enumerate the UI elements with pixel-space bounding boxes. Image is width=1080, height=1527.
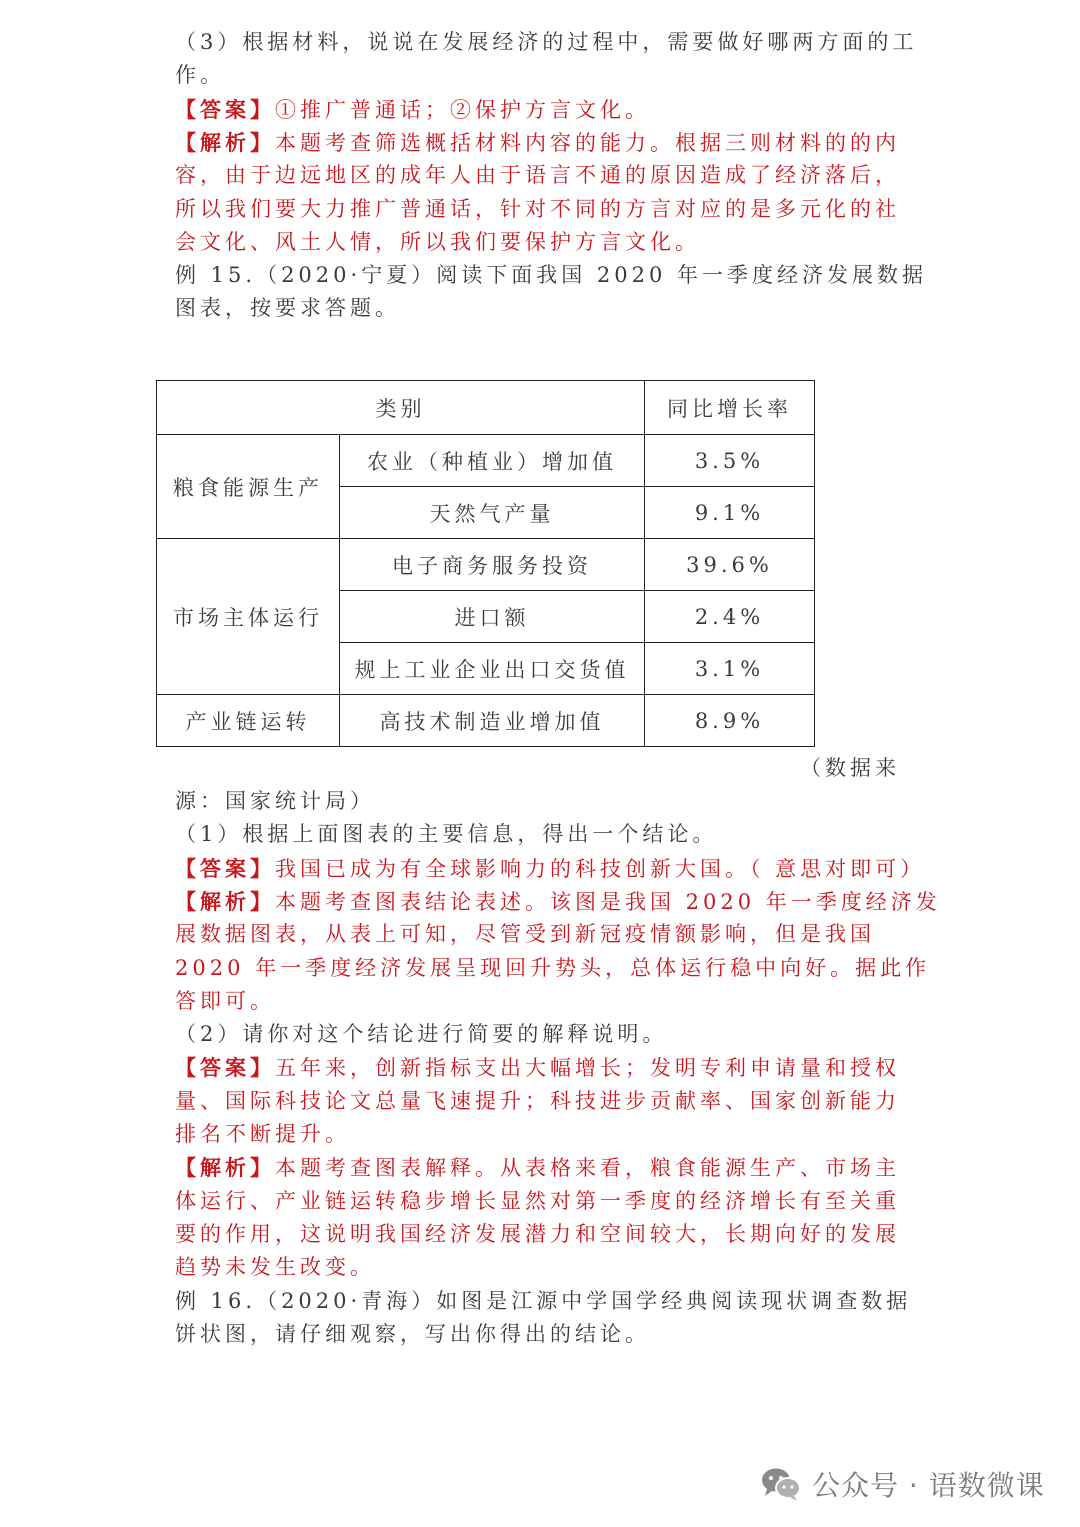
line-text: 源：国家统计局） — [175, 789, 375, 813]
label-tag: 【解析】 — [175, 129, 275, 155]
line-text: 例 16.（2020·青海）如图是江源中学国学经典阅读现状调查数据 — [175, 1288, 912, 1313]
text-line — [175, 785, 375, 818]
data-table — [156, 380, 815, 747]
text-line — [175, 59, 225, 92]
text-line — [175, 126, 900, 160]
line-text: 排名不断提升。 — [175, 1122, 350, 1146]
line-text: 作。 — [175, 63, 225, 88]
line-text: 本题考查筛选概括材料内容的能力。根据三则材料的的内 — [275, 130, 900, 155]
table-row — [157, 539, 815, 591]
rate-cell: 8.9% — [645, 695, 815, 747]
watermark — [760, 1462, 1045, 1506]
label-tag: 【答案】 — [175, 855, 275, 881]
text-line — [175, 985, 275, 1018]
text-line — [175, 226, 700, 259]
text-line — [175, 1151, 900, 1185]
label-tag: 【解析】 — [175, 888, 275, 914]
line-text: （1）根据上面图表的主要信息，得出一个结论。 — [175, 822, 718, 847]
line-text: 所以我们要大力推广普通话，针对不同的方言对应的是多元化的社 — [175, 196, 900, 221]
text-line — [175, 1185, 900, 1218]
item-cell: 天然气产量 — [340, 487, 645, 539]
label-tag: 【解析】 — [175, 1155, 275, 1181]
table-header-row — [157, 381, 815, 435]
text-line — [175, 292, 400, 325]
line-text: 要的作用，这说明我国经济发展潜力和空间较大，长期向好的发展 — [175, 1221, 900, 1246]
label-tag: 【答案】 — [175, 1055, 275, 1081]
group-name: 产业链运转 — [157, 695, 340, 747]
text-line — [175, 1251, 375, 1284]
line-text: 本题考查图表解释。从表格来看，粮食能源生产、市场主 — [275, 1156, 900, 1181]
group-name: 市场主体运行 — [157, 539, 340, 695]
line-text: 展数据图表，从表上可知，尽管受到新冠疫情额影响，但是我国 — [175, 922, 875, 947]
line-text: 量、国际科技论文总量飞速提升；科技进步贡献率、国家创新能力 — [175, 1088, 900, 1113]
header-rate: 同比增长率 — [645, 381, 815, 435]
text-line — [175, 885, 941, 919]
text-line — [175, 1318, 650, 1351]
line-text: 图表，按要求答题。 — [175, 296, 400, 321]
text-line — [175, 1285, 911, 1318]
text-line — [175, 159, 900, 192]
table-row — [157, 695, 815, 747]
line-text: 我国已成为有全球影响力的科技创新大国。（ 意思对即可） — [275, 856, 926, 881]
label-tag: 【答案】 — [175, 96, 275, 122]
text-line — [175, 918, 875, 951]
text-line — [175, 259, 927, 292]
text-line — [175, 1018, 667, 1051]
item-cell: 电子商务服务投资 — [340, 539, 645, 591]
line-text: 答即可。 — [175, 988, 275, 1013]
item-cell: 农业（种植业）增加值 — [340, 435, 645, 487]
text-line — [175, 1118, 350, 1151]
line-text: 容，由于边远地区的成年人由于语言不通的原因造成了经济落后， — [175, 163, 900, 188]
table-row — [157, 435, 815, 487]
line-text: 体运行、产业链运转稳步增长显然对第一季度的经济增长有至关重 — [175, 1188, 900, 1213]
rate-cell: 3.5% — [645, 435, 815, 487]
line-text: 2020 年一季度经济发展呈现回升势头，总体运行稳中向好。据此作 — [175, 955, 931, 980]
text-line — [175, 93, 650, 127]
rate-cell: 39.6% — [645, 539, 815, 591]
header-category: 类别 — [157, 381, 645, 435]
item-cell: 高技术制造业增加值 — [340, 695, 645, 747]
text-line — [175, 1051, 900, 1085]
watermark-text: 公众号 · 语数微课 — [812, 1469, 1045, 1502]
text-line — [175, 852, 925, 886]
line-text: 趋势未发生改变。 — [175, 1255, 375, 1280]
line-text: 五年来，创新指标支出大幅增长；发明专利申请量和授权 — [275, 1056, 900, 1081]
text-line — [175, 1218, 900, 1251]
item-cell: 进口额 — [340, 591, 645, 643]
line-text: 例 15.（2020·宁夏）阅读下面我国 2020 年一季度经济发展数据 — [175, 263, 927, 288]
text-line — [175, 26, 917, 59]
text-line — [175, 193, 900, 226]
text-line — [175, 952, 930, 985]
line-text: 饼状图，请仔细观察，写出你得出的结论。 — [175, 1321, 650, 1346]
text-line — [175, 1085, 900, 1118]
source-note: （数据来 — [800, 756, 900, 780]
rate-cell: 2.4% — [645, 591, 815, 643]
line-text: （3）根据材料，说说在发展经济的过程中，需要做好哪两方面的工 — [175, 30, 918, 54]
rate-cell: 3.1% — [645, 643, 815, 695]
item-cell: 规上工业企业出口交货值 — [340, 643, 645, 695]
line-text: ①推广普通话；②保护方言文化。 — [275, 97, 650, 122]
line-text: （2）请你对这个结论进行简要的解释说明。 — [175, 1022, 668, 1047]
text-line — [175, 818, 717, 851]
line-text: 本题考查图表结论表述。该图是我国 2020 年一季度经济发 — [275, 889, 941, 914]
wechat-icon — [760, 1466, 802, 1502]
group-name: 粮食能源生产 — [157, 435, 340, 539]
rate-cell: 9.1% — [645, 487, 815, 539]
line-text: 会文化、风土人情，所以我们要保护方言文化。 — [175, 229, 700, 254]
